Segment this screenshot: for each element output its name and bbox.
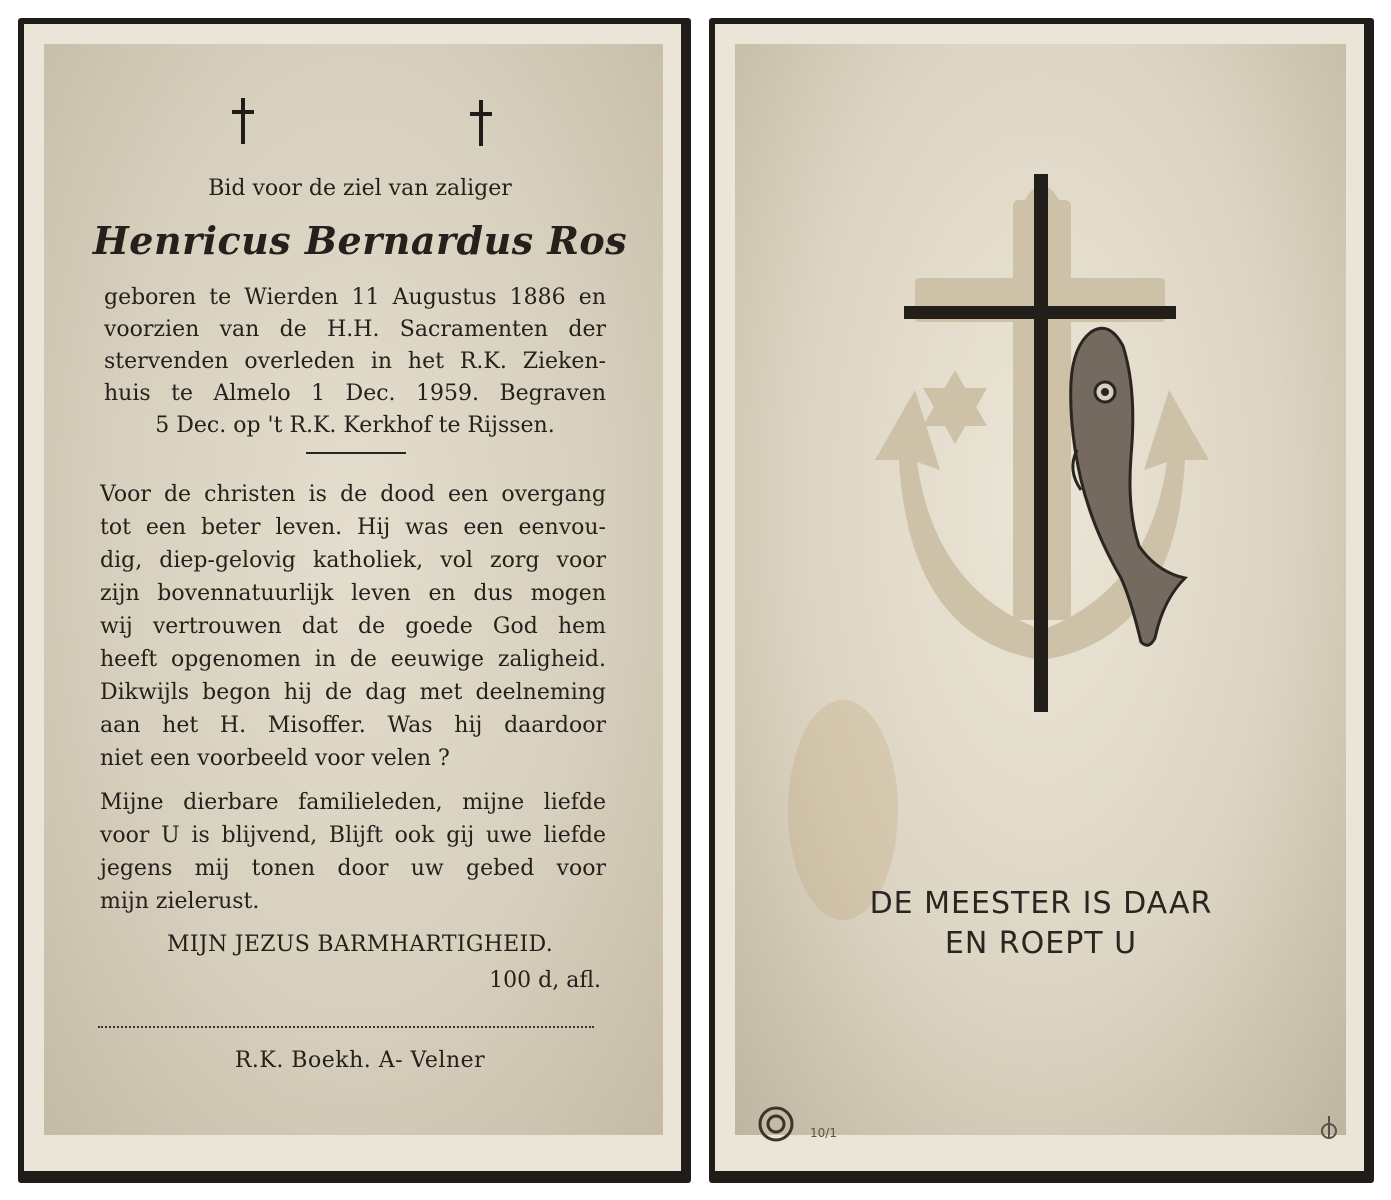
bio-line: huis te Almelo 1 Dec. 1959. Begraven: [104, 381, 606, 406]
paragraph-line: voor U is blijvend, Blijft ook gij uwe liefde: [100, 823, 606, 848]
bio-line: geboren te Wierden 11 Augustus 1886 en: [104, 285, 606, 310]
paragraph-line: Dikwijls begon hij de dag met deelneming: [100, 680, 606, 705]
paragraph-family: [100, 786, 606, 918]
motto-line: EN ROEPT U: [944, 926, 1138, 961]
paragraph-line: wij vertrouwen dat de goede God hem: [100, 614, 606, 639]
motto-line: DE MEESTER IS DAAR: [869, 886, 1213, 921]
paragraph-line: Voor de christen is de dood een overgang: [100, 482, 606, 507]
cross-icon: [232, 98, 254, 144]
paragraph-line: tot een beter leven. Hij was een eenvou-: [100, 515, 606, 540]
bio-line: voorzien van de H.H. Sacramenten der: [104, 317, 606, 342]
cross-icon: [904, 174, 1176, 712]
monogram-icon: [1318, 1112, 1340, 1142]
deceased-name: Henricus Bernardus Ros: [92, 218, 628, 263]
cross-icon: [470, 100, 492, 146]
paragraph-line: Mijne dierbare familieleden, mijne liefde: [100, 790, 606, 815]
printer-credit: R.K. Boekh. A- Velner: [234, 1048, 486, 1073]
prayer-plea: MIJN JEZUS BARMHARTIGHEID.: [167, 932, 553, 957]
paragraph-line: aan het H. Misoffer. Was hij daardoor: [100, 713, 606, 738]
bio-line: stervenden overleden in het R.K. Zieken-: [104, 349, 606, 374]
biography: [104, 282, 606, 442]
star-icon: [923, 370, 987, 444]
print-number: 10/1: [810, 1126, 837, 1140]
paragraph-line: jegens mij tonen door uw gebed voor: [100, 856, 606, 881]
paragraph-line: dig, diep-gelovig katholiek, vol zorg voor: [100, 548, 606, 573]
dotted-separator: [98, 1026, 594, 1028]
divider-line: [306, 452, 406, 454]
indulgence-note: 100 d, afl.: [489, 968, 601, 993]
paragraph-line: niet een voorbeeld voor velen ?: [100, 746, 450, 771]
pray-line: Bid voor de ziel van zaliger: [208, 176, 512, 201]
paragraph-line: heeft opgenomen in de eeuwige zaligheid.: [100, 647, 606, 672]
paragraph-faith: [100, 478, 606, 775]
paragraph-line: zijn bovennatuurlijk leven en dus mogen: [100, 581, 606, 606]
paragraph-line: mijn zielerust.: [100, 889, 260, 914]
bio-line: 5 Dec. op 't R.K. Kerkhof te Rijssen.: [155, 413, 555, 438]
publisher-logo-icon: [756, 1104, 796, 1144]
anchor-cross-fish-illustration: [845, 160, 1245, 730]
